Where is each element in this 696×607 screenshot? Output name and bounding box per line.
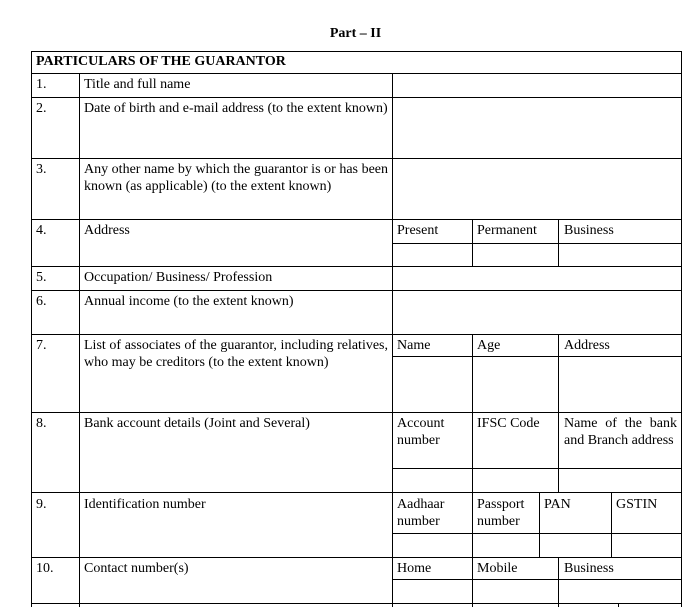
cell-divider <box>392 243 681 244</box>
row-divider <box>31 97 681 98</box>
row-number: 1. <box>36 77 47 92</box>
row-divider <box>31 557 681 558</box>
row-divider <box>31 219 681 220</box>
row-number: 4. <box>36 223 47 238</box>
row-label: Contact number(s) <box>84 561 189 576</box>
row-number: 10. <box>36 561 54 576</box>
column-header: Name of the bank and Branch address <box>564 416 677 448</box>
column-header: GSTIN <box>616 497 658 512</box>
cell-divider <box>392 356 681 357</box>
row-label: Address <box>84 223 130 238</box>
column-header: Home <box>397 561 432 576</box>
column-header: Permanent <box>477 223 537 238</box>
cell-divider <box>392 579 681 580</box>
column-divider <box>472 334 473 412</box>
part-title: Part – II <box>329 26 382 41</box>
cell-divider <box>392 533 681 534</box>
row-divider <box>31 158 681 159</box>
column-divider <box>558 557 559 607</box>
row-label: Title and full name <box>84 77 191 92</box>
column-header: Name <box>397 338 431 353</box>
row-number: 8. <box>36 416 47 431</box>
table-border-right <box>681 51 682 607</box>
row-divider <box>31 492 681 493</box>
row-label: Any other name by which the guarantor is or has been known (as applicable) (to the extent known) <box>84 162 388 194</box>
column-header: Business <box>564 561 614 576</box>
column-divider <box>539 492 540 557</box>
row-label: List of associates of the guarantor, including relatives, who may be creditors (to the extent known) <box>84 338 388 370</box>
column-header: Age <box>477 338 501 353</box>
column-divider <box>79 73 80 607</box>
table-border-bottom <box>31 603 681 604</box>
column-divider <box>472 492 473 557</box>
row-label: Annual income (to the extent known) <box>84 294 294 309</box>
column-header: Address <box>564 338 610 353</box>
column-divider <box>472 219 473 266</box>
row-number: 7. <box>36 338 47 353</box>
column-header: Account number <box>397 416 445 448</box>
column-divider <box>618 603 619 607</box>
column-header: IFSC Code <box>477 416 540 431</box>
column-divider <box>558 219 559 266</box>
column-header: PAN <box>544 497 571 512</box>
row-number: 2. <box>36 101 47 116</box>
column-header: Mobile <box>477 561 518 576</box>
column-header: Present <box>397 223 439 238</box>
column-divider <box>472 412 473 492</box>
row-number: 3. <box>36 162 47 177</box>
column-divider <box>611 492 612 557</box>
column-divider <box>472 557 473 607</box>
column-header: Aadhaar number <box>397 497 445 529</box>
table-border-top <box>31 51 681 52</box>
row-divider <box>31 266 681 267</box>
column-header: Business <box>564 223 614 238</box>
row-number: 6. <box>36 294 47 309</box>
column-header: Passport number <box>477 497 525 529</box>
row-number: 9. <box>36 497 47 512</box>
column-divider <box>392 73 393 607</box>
row-number: 5. <box>36 270 47 285</box>
row-label: Bank account details (Joint and Several) <box>84 416 310 431</box>
section-heading: PARTICULARS OF THE GUARANTOR <box>36 54 286 69</box>
row-divider <box>31 73 681 74</box>
row-divider <box>31 412 681 413</box>
row-label: Identification number <box>84 497 206 512</box>
cell-divider <box>392 468 681 469</box>
row-label: Occupation/ Business/ Profession <box>84 270 273 285</box>
row-divider <box>31 334 681 335</box>
row-label: Date of birth and e-mail address (to the extent known) <box>84 101 388 116</box>
row-divider <box>31 290 681 291</box>
column-divider <box>558 412 559 492</box>
column-divider <box>558 334 559 412</box>
table-border-left <box>31 51 32 607</box>
